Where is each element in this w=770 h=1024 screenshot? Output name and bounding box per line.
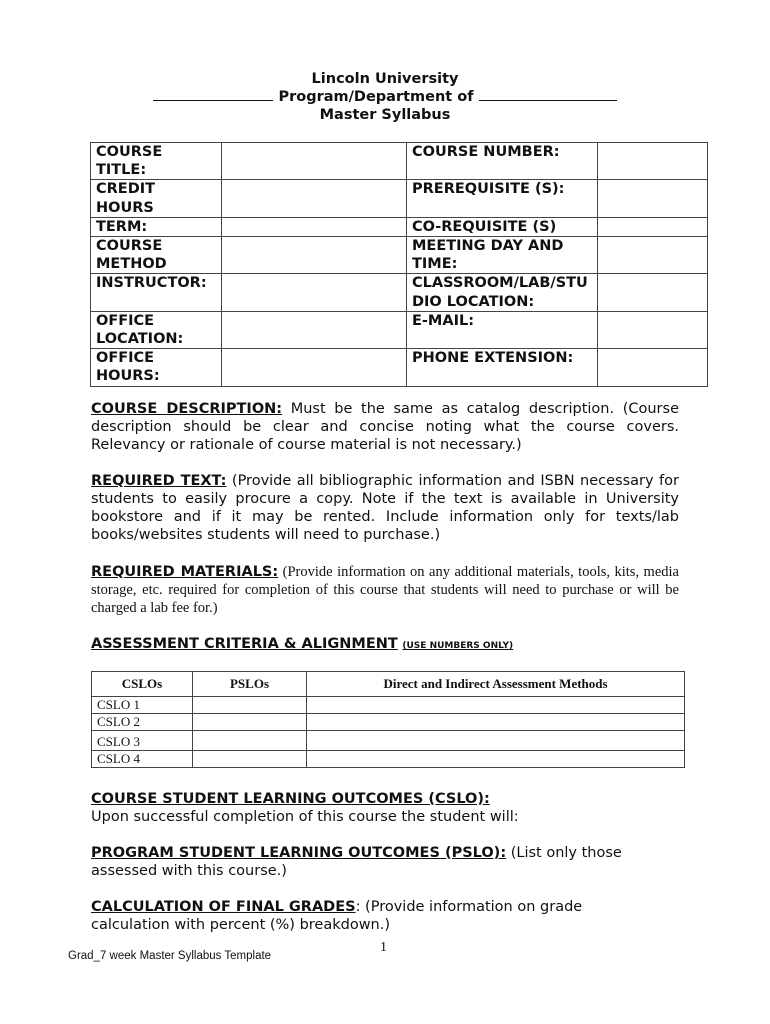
info-right-value — [598, 180, 708, 217]
required-materials-heading: REQUIRED MATERIALS: — [91, 564, 279, 580]
info-left-value — [222, 143, 407, 180]
course-description-heading: COURSE DESCRIPTION: — [91, 401, 283, 417]
info-left-value — [222, 311, 407, 348]
info-right-label: MEETING DAY AND TIME: — [407, 237, 598, 274]
info-row — [91, 143, 708, 180]
course-description-body: Must be the same as catalog description. (Course description should be clear and concise noting what the course covers. Relevancy or rationale of course material is not necessary.) — [91, 401, 679, 453]
method-cell — [307, 731, 685, 751]
info-left-label: OFFICE HOURS: — [91, 349, 222, 386]
cslo-cell: CSLO 2 — [92, 714, 193, 731]
footer-template-name: Grad_7 week Master Syllabus Template — [68, 950, 272, 962]
pslo-body: (List only those assessed with this course.) — [91, 845, 622, 879]
pslo-cell — [193, 751, 307, 768]
final-grades-heading: CALCULATION OF FINAL GRADES — [91, 899, 356, 915]
program-line — [0, 88, 770, 106]
info-left-label: OFFICE LOCATION: — [91, 311, 222, 348]
method-cell — [307, 751, 685, 768]
info-left-value — [222, 180, 407, 217]
course-info-table — [90, 142, 708, 387]
cslo-body: Upon successful completion of this course the student will: — [91, 809, 519, 825]
table-row — [92, 697, 685, 714]
method-cell — [307, 714, 685, 731]
pslo-cell — [193, 731, 307, 751]
info-right-label: COURSE NUMBER: — [407, 143, 598, 180]
info-left-value — [222, 349, 407, 386]
program-label: Program/Department of — [278, 89, 474, 105]
info-left-label: COURSE METHOD — [91, 237, 222, 274]
pslo-heading: PROGRAM STUDENT LEARNING OUTCOMES (PSLO): — [91, 845, 507, 861]
required-text-heading: REQUIRED TEXT: — [91, 473, 227, 489]
cslo-cell: CSLO 4 — [92, 751, 193, 768]
pslo-section — [91, 844, 679, 880]
info-left-label: TERM: — [91, 217, 222, 236]
pslo-cell — [193, 697, 307, 714]
cslo-cell: CSLO 3 — [92, 731, 193, 751]
assessment-table — [91, 671, 685, 768]
info-row — [91, 217, 708, 236]
info-row — [91, 349, 708, 386]
info-right-value — [598, 217, 708, 236]
table-row — [92, 751, 685, 768]
info-right-value — [598, 143, 708, 180]
course-description-section — [91, 400, 679, 454]
info-right-label: PHONE EXTENSION: — [407, 349, 598, 386]
required-materials-body: (Provide information on any additional materials, tools, kits, media storage, etc. required for completion of this course that students will need to purchase or will be charged a lab fee for.) — [91, 564, 679, 616]
assessment-section — [91, 635, 679, 655]
info-right-value — [598, 274, 708, 311]
info-row — [91, 237, 708, 274]
info-left-value — [222, 217, 407, 236]
program-blank-left — [153, 88, 273, 101]
info-right-label: E-MAIL: — [407, 311, 598, 348]
assessment-header-row — [92, 672, 685, 697]
page-number: 1 — [380, 940, 387, 955]
info-right-label: CO-REQUISITE (S) — [407, 217, 598, 236]
table-row — [92, 731, 685, 751]
header-cslos: CSLOs — [92, 672, 193, 697]
final-grades-body: : (Provide information on grade calculation with percent (%) breakdown.) — [91, 899, 583, 933]
info-row — [91, 274, 708, 311]
info-right-value — [598, 349, 708, 386]
required-materials-section — [91, 563, 679, 617]
info-right-value — [598, 237, 708, 274]
info-right-label: PREREQUISITE (S): — [407, 180, 598, 217]
assessment-heading: ASSESSMENT CRITERIA & ALIGNMENT — [91, 636, 398, 652]
info-left-label: INSTRUCTOR: — [91, 274, 222, 311]
required-text-body: (Provide all bibliographic information and ISBN necessary for students to easily procure a copy. Note if the text is available in University bookstore and if it may be rented. Include information only for texts/lab books/websites students will need to purchase.) — [91, 473, 679, 543]
info-right-label: CLASSROOM/LAB/STUDIO LOCATION: — [407, 274, 598, 311]
cslo-section — [91, 790, 679, 826]
info-row — [91, 311, 708, 348]
method-cell — [307, 697, 685, 714]
info-row — [91, 180, 708, 217]
header-pslos: PSLOs — [193, 672, 307, 697]
pslo-cell — [193, 714, 307, 731]
assessment-note: (USE NUMBERS ONLY) — [402, 641, 514, 651]
program-blank-right — [479, 88, 617, 101]
header-assessment-methods: Direct and Indirect Assessment Methods — [307, 672, 685, 697]
syllabus-title: Master Syllabus — [319, 107, 451, 123]
cslo-heading: COURSE STUDENT LEARNING OUTCOMES (CSLO): — [91, 791, 490, 807]
table-row — [92, 714, 685, 731]
cslo-cell: CSLO 1 — [92, 697, 193, 714]
info-right-value — [598, 311, 708, 348]
university-name: Lincoln University — [311, 71, 459, 87]
info-left-label: COURSE TITLE: — [91, 143, 222, 180]
info-left-label: CREDIT HOURS — [91, 180, 222, 217]
info-left-value — [222, 274, 407, 311]
info-left-value — [222, 237, 407, 274]
final-grades-section — [91, 898, 631, 934]
required-text-section — [91, 472, 679, 544]
